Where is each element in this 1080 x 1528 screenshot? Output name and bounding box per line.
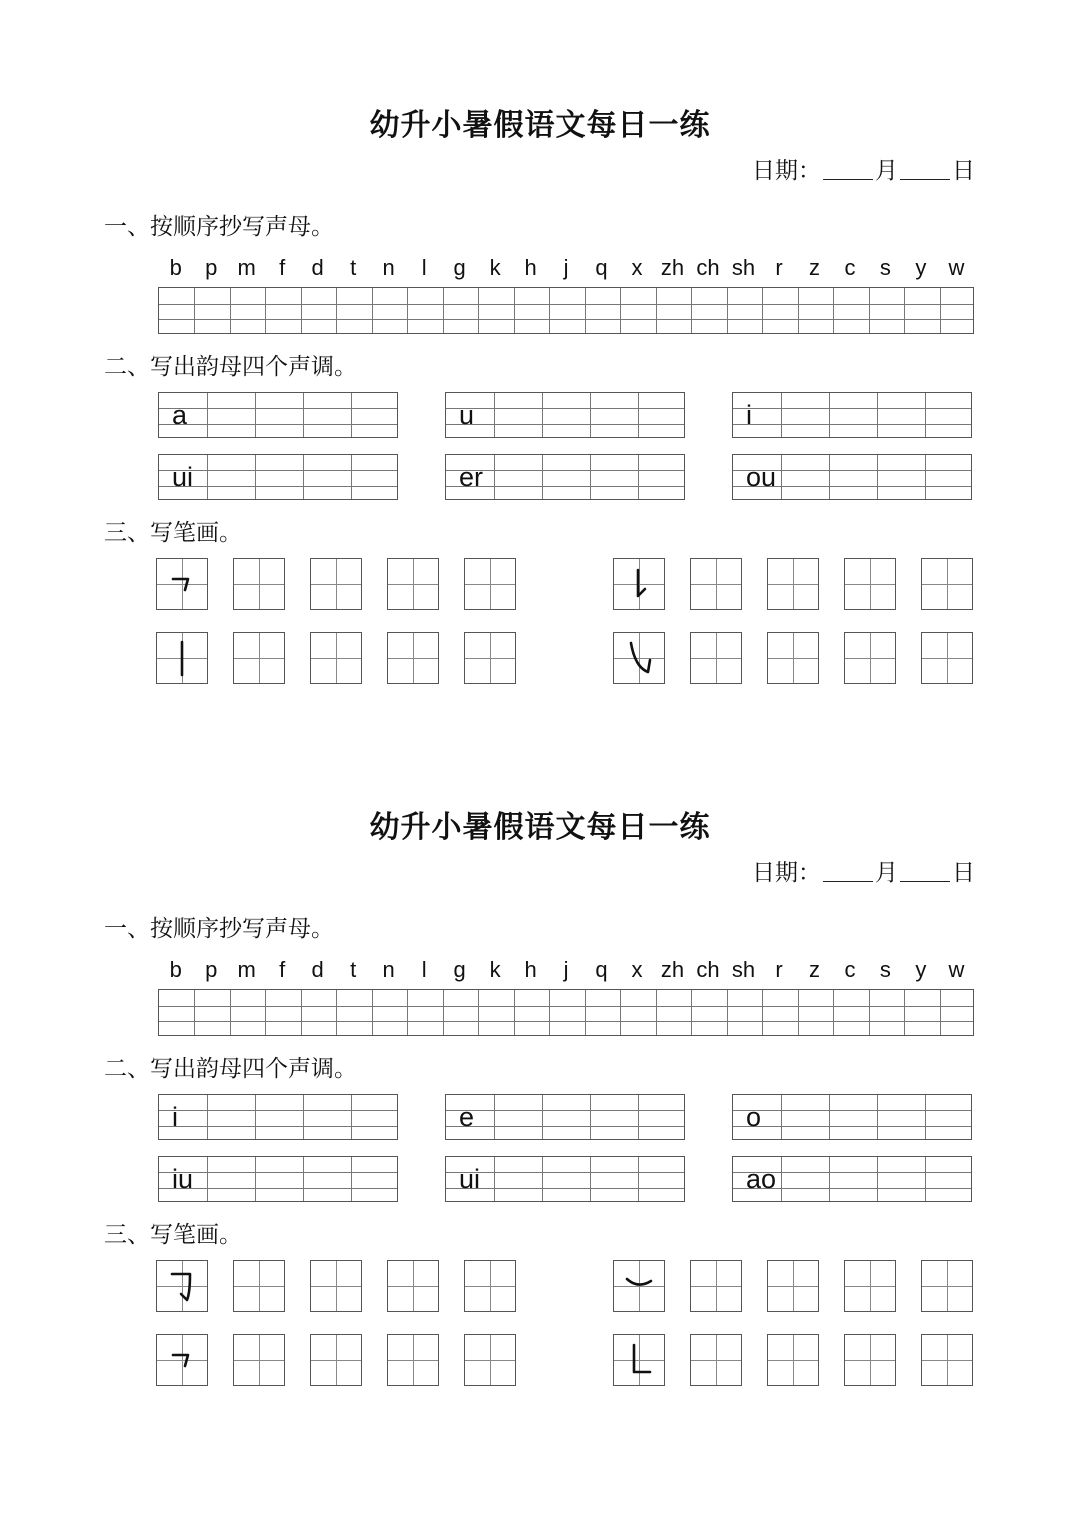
heng-zhe-gou-icon	[157, 1261, 206, 1310]
stroke-practice-box[interactable]	[844, 1334, 896, 1386]
grid-line	[877, 1095, 878, 1139]
grid-line	[829, 1095, 830, 1139]
grid-line	[829, 455, 830, 499]
stroke-practice-box[interactable]	[233, 1334, 285, 1386]
initial-letter: d	[311, 255, 324, 280]
stroke-practice-box[interactable]	[387, 1260, 439, 1312]
vowel-label: er	[459, 462, 484, 492]
grid-line	[407, 990, 408, 1035]
initial-letter: y	[915, 255, 927, 280]
grid-line	[255, 393, 256, 437]
heng-pie-icon	[614, 1261, 663, 1310]
initial-letter: w	[948, 957, 965, 982]
initial-letter: r	[775, 957, 783, 982]
stroke-practice-box[interactable]	[690, 558, 742, 610]
initial-letter: l	[421, 255, 427, 280]
vowel-label: ui	[172, 462, 194, 492]
grid-line	[159, 1126, 397, 1127]
stroke-sample-box	[156, 558, 208, 610]
grid-line	[514, 288, 515, 333]
initial-letter: p	[205, 255, 218, 280]
initial-letter: p	[205, 957, 218, 982]
grid-line	[762, 288, 763, 333]
stroke-practice-box[interactable]	[767, 558, 819, 610]
grid-line	[542, 455, 543, 499]
grid-line	[781, 393, 782, 437]
stroke-practice-box[interactable]	[233, 558, 285, 610]
grid-line	[336, 288, 337, 333]
grid-line	[727, 990, 728, 1035]
day-blank[interactable]	[900, 159, 950, 180]
initial-letter: b	[169, 957, 182, 982]
grid-line	[638, 393, 639, 437]
grid-line	[159, 470, 397, 471]
initial-letter: b	[169, 255, 182, 280]
initial-letter: m	[237, 255, 256, 280]
grid-line	[351, 1095, 352, 1139]
section-heading-3: 三、写笔画。	[104, 1222, 242, 1248]
grid-line	[255, 1157, 256, 1201]
grid-line	[691, 990, 692, 1035]
grid-line	[798, 990, 799, 1035]
grid-line	[781, 1095, 782, 1139]
vowel-label: i	[172, 1102, 178, 1132]
initial-letter: d	[311, 957, 324, 982]
initial-letter: z	[808, 957, 820, 982]
grid-line	[446, 1188, 684, 1189]
grid-line	[303, 1095, 304, 1139]
grid-line	[159, 1188, 397, 1189]
vowel-tone-grid[interactable]	[445, 1094, 685, 1140]
grid-line	[303, 455, 304, 499]
vowel-tone-grid[interactable]	[445, 392, 685, 438]
stroke-practice-box[interactable]	[767, 632, 819, 684]
initial-letter: s	[879, 957, 891, 982]
date-label: 日期：	[752, 860, 821, 886]
stroke-practice-box[interactable]	[387, 632, 439, 684]
stroke-practice-box[interactable]	[844, 1260, 896, 1312]
grid-line	[781, 455, 782, 499]
grid-line	[372, 990, 373, 1035]
initial-letter: n	[382, 957, 395, 982]
initial-letter: sh	[731, 255, 756, 280]
grid-line	[407, 288, 408, 333]
grid-line	[549, 288, 550, 333]
stroke-practice-box[interactable]	[690, 1260, 742, 1312]
grid-line	[542, 393, 543, 437]
section-heading-2: 二、写出韵母四个声调。	[104, 1056, 357, 1082]
stroke-practice-box[interactable]	[310, 632, 362, 684]
stroke-practice-box[interactable]	[387, 558, 439, 610]
vowel-label: a	[172, 400, 188, 430]
grid-line	[925, 1095, 926, 1139]
grid-line	[303, 1157, 304, 1201]
grid-line	[656, 288, 657, 333]
page-title: 幼升小暑假语文每日一练	[369, 810, 711, 845]
initial-letter: z	[808, 255, 820, 280]
grid-line	[159, 424, 397, 425]
stroke-practice-box[interactable]	[310, 1334, 362, 1386]
initial-letter: y	[915, 957, 927, 982]
grid-line	[159, 304, 973, 305]
initials-row	[158, 957, 974, 987]
grid-line	[542, 1095, 543, 1139]
day-label: 日	[952, 158, 975, 184]
month-blank[interactable]	[823, 159, 873, 180]
grid-line	[733, 1126, 971, 1127]
initial-letter: w	[948, 255, 965, 280]
grid-line	[207, 1095, 208, 1139]
grid-line	[877, 1157, 878, 1201]
initial-letter: t	[350, 255, 357, 280]
heng-zhe-icon	[157, 1335, 206, 1384]
grid-line	[230, 288, 231, 333]
stroke-practice-box[interactable]	[464, 558, 516, 610]
initial-letter: j	[563, 255, 569, 280]
stroke-practice-box[interactable]	[310, 1260, 362, 1312]
grid-line	[904, 288, 905, 333]
grid-line	[638, 1157, 639, 1201]
initial-letter: x	[631, 255, 643, 280]
grid-line	[478, 288, 479, 333]
vowel-label: ui	[459, 1164, 481, 1194]
grid-line	[733, 424, 971, 425]
grid-line	[446, 1172, 684, 1173]
section-heading-1: 一、按顺序抄写声母。	[104, 916, 334, 942]
stroke-sample-box	[613, 1334, 665, 1386]
initial-letter: ch	[696, 957, 720, 982]
grid-line	[940, 990, 941, 1035]
initial-letter: q	[595, 957, 608, 982]
initial-letter: x	[631, 957, 643, 982]
initial-letter: q	[595, 255, 608, 280]
grid-line	[638, 455, 639, 499]
grid-line	[230, 990, 231, 1035]
grid-line	[925, 1157, 926, 1201]
stroke-practice-box[interactable]	[844, 558, 896, 610]
initials-writing-grid[interactable]	[158, 287, 974, 334]
stroke-sample-box	[156, 1334, 208, 1386]
heng-zhe-icon	[157, 559, 206, 608]
vowel-label: ao	[746, 1164, 777, 1194]
grid-line	[877, 393, 878, 437]
grid-line	[351, 393, 352, 437]
vowel-tone-grid[interactable]	[158, 1094, 398, 1140]
grid-line	[494, 1157, 495, 1201]
vowel-tone-grid[interactable]	[158, 392, 398, 438]
grid-line	[833, 990, 834, 1035]
grid-line	[762, 990, 763, 1035]
initial-letter: m	[237, 957, 256, 982]
grid-line	[833, 288, 834, 333]
grid-line	[265, 288, 266, 333]
stroke-practice-box[interactable]	[690, 632, 742, 684]
initial-letter: g	[453, 255, 466, 280]
grid-line	[159, 1021, 973, 1022]
grid-line	[904, 990, 905, 1035]
stroke-sample-box	[613, 558, 665, 610]
grid-line	[443, 288, 444, 333]
grid-line	[478, 990, 479, 1035]
stroke-practice-box[interactable]	[464, 1260, 516, 1312]
initial-letter: g	[453, 957, 466, 982]
stroke-practice-box[interactable]	[921, 558, 973, 610]
initial-letter: s	[879, 255, 891, 280]
stroke-practice-box[interactable]	[690, 1334, 742, 1386]
date-label: 日期：	[752, 158, 821, 184]
grid-line	[207, 393, 208, 437]
stroke-practice-box[interactable]	[921, 632, 973, 684]
vowel-tone-grid[interactable]	[732, 454, 972, 500]
grid-line	[159, 1006, 973, 1007]
vowel-label: o	[746, 1102, 762, 1132]
section-heading-3: 三、写笔画。	[104, 520, 242, 546]
initial-letter: h	[524, 255, 537, 280]
grid-line	[877, 455, 878, 499]
page-title: 幼升小暑假语文每日一练	[369, 108, 711, 143]
day-label: 日	[952, 860, 975, 886]
initial-letter: n	[382, 255, 395, 280]
stroke-practice-box[interactable]	[767, 1334, 819, 1386]
vowel-tone-grid[interactable]	[732, 1156, 972, 1202]
vowel-tone-grid[interactable]	[732, 1094, 972, 1140]
initial-letter: l	[421, 957, 427, 982]
grid-line	[798, 288, 799, 333]
grid-line	[514, 990, 515, 1035]
initial-letter: f	[279, 957, 286, 982]
grid-line	[372, 288, 373, 333]
stroke-practice-box[interactable]	[464, 632, 516, 684]
initial-letter: t	[350, 957, 357, 982]
grid-line	[590, 1095, 591, 1139]
stroke-practice-box[interactable]	[233, 1260, 285, 1312]
stroke-practice-box[interactable]	[767, 1260, 819, 1312]
initials-writing-grid[interactable]	[158, 989, 974, 1036]
wo-gou-icon	[614, 633, 663, 682]
grid-line	[829, 1157, 830, 1201]
stroke-practice-box[interactable]	[921, 1334, 973, 1386]
grid-line	[255, 455, 256, 499]
grid-line	[585, 288, 586, 333]
vowel-tone-grid[interactable]	[445, 454, 685, 500]
stroke-sample-box	[156, 632, 208, 684]
grid-line	[351, 455, 352, 499]
grid-line	[336, 990, 337, 1035]
grid-line	[925, 393, 926, 437]
month-label: 月	[875, 860, 898, 886]
grid-line	[590, 393, 591, 437]
vowel-label: ou	[746, 462, 777, 492]
grid-line	[869, 288, 870, 333]
grid-line	[829, 393, 830, 437]
stroke-practice-box[interactable]	[233, 632, 285, 684]
day-blank[interactable]	[900, 861, 950, 882]
grid-line	[620, 990, 621, 1035]
grid-line	[781, 1157, 782, 1201]
grid-line	[940, 288, 941, 333]
vowel-tone-grid[interactable]	[158, 1156, 398, 1202]
grid-line	[159, 319, 973, 320]
vowel-label: e	[459, 1102, 475, 1132]
grid-line	[303, 393, 304, 437]
grid-line	[733, 1110, 971, 1111]
month-label: 月	[875, 158, 898, 184]
grid-line	[446, 408, 684, 409]
grid-line	[265, 990, 266, 1035]
stroke-sample-box	[156, 1260, 208, 1312]
grid-line	[255, 1095, 256, 1139]
stroke-sample-box	[613, 632, 665, 684]
stroke-practice-box[interactable]	[464, 1334, 516, 1386]
initial-letter: c	[844, 957, 856, 982]
shu-ti-icon	[614, 559, 663, 608]
grid-line	[159, 486, 397, 487]
shu-icon	[157, 633, 206, 682]
initial-letter: f	[279, 255, 286, 280]
grid-line	[301, 288, 302, 333]
grid-line	[542, 1157, 543, 1201]
date-line	[752, 854, 975, 887]
vowel-tone-grid[interactable]	[732, 392, 972, 438]
section-heading-2: 二、写出韵母四个声调。	[104, 354, 357, 380]
stroke-practice-box[interactable]	[921, 1260, 973, 1312]
date-line	[752, 152, 975, 185]
section-heading-1: 一、按顺序抄写声母。	[104, 214, 334, 240]
grid-line	[727, 288, 728, 333]
stroke-sample-box	[613, 1260, 665, 1312]
initial-letter: sh	[731, 957, 756, 982]
grid-line	[590, 455, 591, 499]
grid-line	[590, 1157, 591, 1201]
initials-row	[158, 255, 974, 285]
grid-line	[194, 990, 195, 1035]
grid-line	[733, 408, 971, 409]
grid-line	[443, 990, 444, 1035]
grid-line	[620, 288, 621, 333]
grid-line	[638, 1095, 639, 1139]
initial-letter: c	[844, 255, 856, 280]
grid-line	[446, 1126, 684, 1127]
vowel-label: u	[459, 400, 475, 430]
initial-letter: zh	[660, 957, 685, 982]
initial-letter: k	[489, 255, 501, 280]
grid-line	[494, 455, 495, 499]
grid-line	[446, 1110, 684, 1111]
grid-line	[159, 1110, 397, 1111]
month-blank[interactable]	[823, 861, 873, 882]
initial-letter: r	[775, 255, 783, 280]
grid-line	[494, 393, 495, 437]
grid-line	[159, 408, 397, 409]
initial-letter: ch	[696, 255, 720, 280]
initial-letter: zh	[660, 255, 685, 280]
stroke-practice-box[interactable]	[310, 558, 362, 610]
stroke-practice-box[interactable]	[387, 1334, 439, 1386]
grid-line	[925, 455, 926, 499]
grid-line	[869, 990, 870, 1035]
initial-letter: h	[524, 957, 537, 982]
grid-line	[301, 990, 302, 1035]
vowel-label: iu	[172, 1164, 194, 1194]
grid-line	[656, 990, 657, 1035]
grid-line	[207, 455, 208, 499]
stroke-practice-box[interactable]	[844, 632, 896, 684]
worksheet	[0, 702, 1080, 1402]
grid-line	[207, 1157, 208, 1201]
grid-line	[446, 424, 684, 425]
vowel-label: i	[746, 400, 752, 430]
worksheet	[0, 0, 1080, 700]
shu-zhe-icon	[614, 1335, 663, 1384]
vowel-tone-grid[interactable]	[445, 1156, 685, 1202]
grid-line	[691, 288, 692, 333]
grid-line	[585, 990, 586, 1035]
vowel-tone-grid[interactable]	[158, 454, 398, 500]
grid-line	[494, 1095, 495, 1139]
grid-line	[159, 1172, 397, 1173]
grid-line	[351, 1157, 352, 1201]
grid-line	[194, 288, 195, 333]
grid-line	[549, 990, 550, 1035]
initial-letter: k	[489, 957, 501, 982]
initial-letter: j	[563, 957, 569, 982]
